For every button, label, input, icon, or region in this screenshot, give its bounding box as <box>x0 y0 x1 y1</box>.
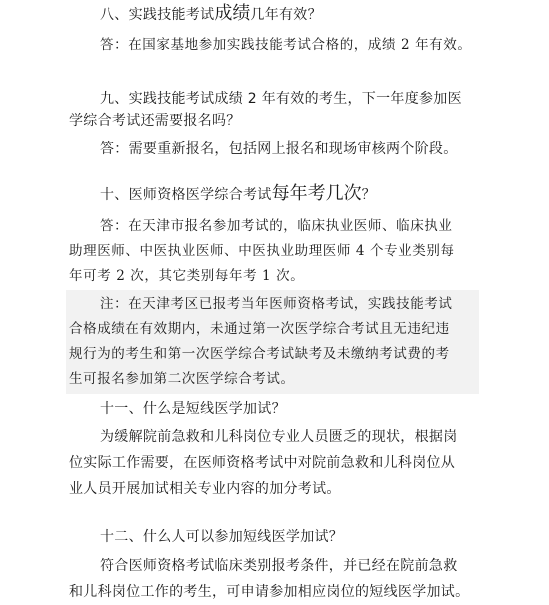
question-10-emphasis: 每年考几次 <box>271 183 362 204</box>
answer-10-line-2: 助理医师、中医执业医师、中医执业助理医师 4 个专业类别每 <box>69 243 455 259</box>
question-8-text: 八、实践技能考试 <box>100 7 215 23</box>
question-8-end: 几年有效？ <box>250 7 322 23</box>
question-8-emphasis: 成绩 <box>214 3 251 24</box>
question-10 <box>100 184 376 205</box>
answer-8-text: 在国家基地参加实践技能考试合格的，成绩 2 年有效。 <box>128 37 472 53</box>
question-11: 十一、什么是短线医学加试？ <box>100 401 286 417</box>
answer-11-line-1: 为缓解院前急救和儿科岗位专业人员匮乏的现状，根据岗 <box>100 429 458 445</box>
note-line-3: 规行为的考生和第一次医学综合考试缺考及未缴纳考试费的考 <box>69 346 450 362</box>
question-10-end: ？ <box>361 187 376 203</box>
question-9-line-2: 学综合考试还需要报名吗？ <box>69 113 241 129</box>
answer-8-label: 答： <box>100 37 129 53</box>
question-8 <box>100 4 322 25</box>
answer-10-text-1: 在天津市报名参加考试的，临床执业医师、临床执业 <box>128 218 453 234</box>
note-line-2: 合格成绩在有效期内，未通过第一次医学综合考试且无违纪违 <box>69 321 450 337</box>
answer-12-line-1: 符合医师资格考试临床类别报考条件，并已经在院前急救 <box>100 558 458 574</box>
answer-9-text: 需要重新报名，包括网上报名和现场审核两个阶段。 <box>128 141 458 157</box>
question-12: 十二、什么人可以参加短线医学加试？ <box>100 529 344 545</box>
answer-10-line-3: 年可考 2 次，其它类别每年考 1 次。 <box>69 268 305 284</box>
note-line-1: 注：在天津考区已报考当年医师资格考试，实践技能考试 <box>100 296 453 312</box>
answer-12-line-2: 和儿科岗位工作的考生，可申请参加相应岗位的短线医学加试。 <box>69 584 470 600</box>
answer-9 <box>100 139 458 159</box>
answer-10-label: 答： <box>100 218 129 234</box>
answer-8 <box>100 35 471 55</box>
answer-10-line-1 <box>100 216 453 236</box>
answer-9-label: 答： <box>100 141 129 157</box>
note-line-4: 生可报名参加第二次医学综合考试。 <box>69 371 295 387</box>
question-10-text: 十、医师资格医学综合考试 <box>100 187 272 203</box>
question-9-line-1: 九、实践技能考试成绩 2 年有效的考生，下一年度参加医 <box>100 91 462 107</box>
answer-11-line-2: 位实际工作需要，在医师资格考试中对院前急救和儿科岗位从 <box>69 455 456 471</box>
answer-11-line-3: 业人员开展加试相关专业内容的加分考试。 <box>69 481 341 497</box>
